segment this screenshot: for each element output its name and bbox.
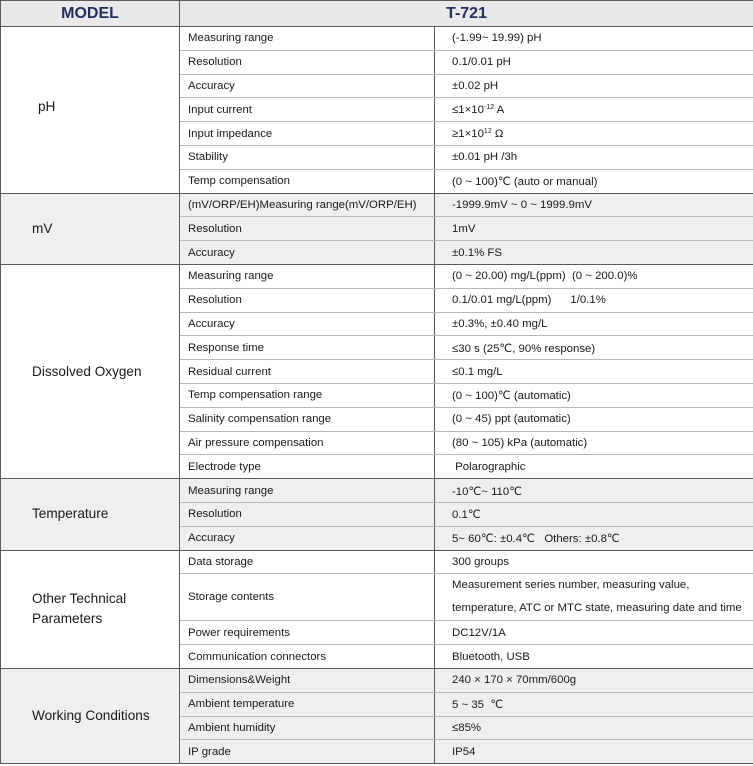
value-unit: A xyxy=(494,103,505,116)
header-row xyxy=(1,1,753,27)
param-cell: Accuracy xyxy=(180,526,435,550)
value-cell: ≤30 s (25℃, 90% response) xyxy=(435,336,753,360)
param-cell: (mV/ORP/EH)Measuring range(mV/ORP/EH) xyxy=(180,193,435,217)
value-cell: DC12V/1A xyxy=(435,621,753,645)
value-exponent: -12 xyxy=(483,103,495,111)
param-cell: Resolution xyxy=(180,217,435,241)
param-cell: Data storage xyxy=(180,550,435,574)
group-name-ph: pH xyxy=(1,27,180,194)
param-cell: Stability xyxy=(180,145,435,169)
value-cell: ±0.02 pH xyxy=(435,74,753,98)
value-base: ≥1×10 xyxy=(452,127,484,140)
value-cell: 0.1℃ xyxy=(435,502,753,526)
value-cell: (0 ~ 45) ppt (automatic) xyxy=(435,407,753,431)
group-working-conditions xyxy=(1,668,753,763)
value-cell: (80 ~ 105) kPa (automatic) xyxy=(435,431,753,455)
value-cell: 240 × 170 × 70mm/600g xyxy=(435,668,753,692)
value-cell: (0 ~ 20.00) mg/L(ppm) (0 ~ 200.0)% xyxy=(435,264,753,288)
value-cell: ≤0.1 mg/L xyxy=(435,360,753,384)
param-cell: Ambient humidity xyxy=(180,716,435,740)
param-cell: Input current xyxy=(180,98,435,122)
value-cell: ≤85% xyxy=(435,716,753,740)
param-cell: Storage contents xyxy=(180,574,435,621)
group-ph xyxy=(1,27,753,194)
table-row xyxy=(1,193,753,217)
value-cell: IP54 xyxy=(435,740,753,764)
param-cell: Response time xyxy=(180,336,435,360)
value-cell: Measurement series number, measuring value, temperature, ATC or MTC state, measuring date and time xyxy=(435,574,753,621)
param-cell: Dimensions&Weight xyxy=(180,668,435,692)
value-cell: -10℃~ 110℃ xyxy=(435,479,753,503)
param-cell: Ambient temperature xyxy=(180,692,435,716)
param-cell: Resolution xyxy=(180,50,435,74)
value-cell: 5 ~ 35 ℃ xyxy=(435,692,753,716)
group-temperature xyxy=(1,479,753,550)
param-cell: Resolution xyxy=(180,502,435,526)
group-name-mv: mV xyxy=(1,193,180,264)
group-mv xyxy=(1,193,753,264)
param-cell: Measuring range xyxy=(180,264,435,288)
param-cell: Accuracy xyxy=(180,241,435,265)
value-cell xyxy=(435,98,753,122)
param-cell: Power requirements xyxy=(180,621,435,645)
table-row xyxy=(1,479,753,503)
value-cell: -1999.9mV ~ 0 ~ 1999.9mV xyxy=(435,193,753,217)
group-other-technical-parameters xyxy=(1,550,753,668)
value-cell: (0 ~ 100)℃ (automatic) xyxy=(435,383,753,407)
value-cell: ±0.1% FS xyxy=(435,241,753,265)
model-value: T-721 xyxy=(180,1,753,27)
param-cell: Air pressure compensation xyxy=(180,431,435,455)
param-cell: Communication connectors xyxy=(180,645,435,669)
value-cell: 0.1/0.01 pH xyxy=(435,50,753,74)
value-base: ≤1×10 xyxy=(452,103,484,116)
value-cell: (0 ~ 100)℃ (auto or manual) xyxy=(435,169,753,193)
param-cell: Input impedance xyxy=(180,122,435,146)
param-cell: Measuring range xyxy=(180,27,435,51)
value-cell: 1mV xyxy=(435,217,753,241)
value-cell xyxy=(435,122,753,146)
group-name-other-technical-parameters: Other Technical Parameters xyxy=(1,550,180,668)
value-unit: Ω xyxy=(491,127,504,140)
table-row xyxy=(1,550,753,574)
group-name-temperature: Temperature xyxy=(1,479,180,550)
param-cell: IP grade xyxy=(180,740,435,764)
value-cell: 0.1/0.01 mg/L(ppm) 1/0.1% xyxy=(435,288,753,312)
param-cell: Residual current xyxy=(180,360,435,384)
param-cell: Resolution xyxy=(180,288,435,312)
param-cell: Measuring range xyxy=(180,479,435,503)
value-cell: ±0.01 pH /3h xyxy=(435,145,753,169)
group-name-dissolved-oxygen: Dissolved Oxygen xyxy=(1,264,180,478)
group-name-working-conditions: Working Conditions xyxy=(1,668,180,763)
param-cell: Temp compensation range xyxy=(180,383,435,407)
param-cell: Salinity compensation range xyxy=(180,407,435,431)
table-row xyxy=(1,27,753,51)
value-exponent: 12 xyxy=(483,127,492,135)
value-cell: (-1.99~ 19.99) pH xyxy=(435,27,753,51)
value-cell: Bluetooth, USB xyxy=(435,645,753,669)
group-dissolved-oxygen xyxy=(1,264,753,478)
value-cell: Polarographic xyxy=(435,455,753,479)
value-cell: ±0.3%, ±0.40 mg/L xyxy=(435,312,753,336)
model-label: MODEL xyxy=(1,1,180,27)
value-cell: 300 groups xyxy=(435,550,753,574)
param-cell: Accuracy xyxy=(180,74,435,98)
table-row xyxy=(1,668,753,692)
param-cell: Temp compensation xyxy=(180,169,435,193)
value-cell: 5~ 60℃: ±0.4℃ Others: ±0.8℃ xyxy=(435,526,753,550)
table-row xyxy=(1,264,753,288)
param-cell: Accuracy xyxy=(180,312,435,336)
param-cell: Electrode type xyxy=(180,455,435,479)
